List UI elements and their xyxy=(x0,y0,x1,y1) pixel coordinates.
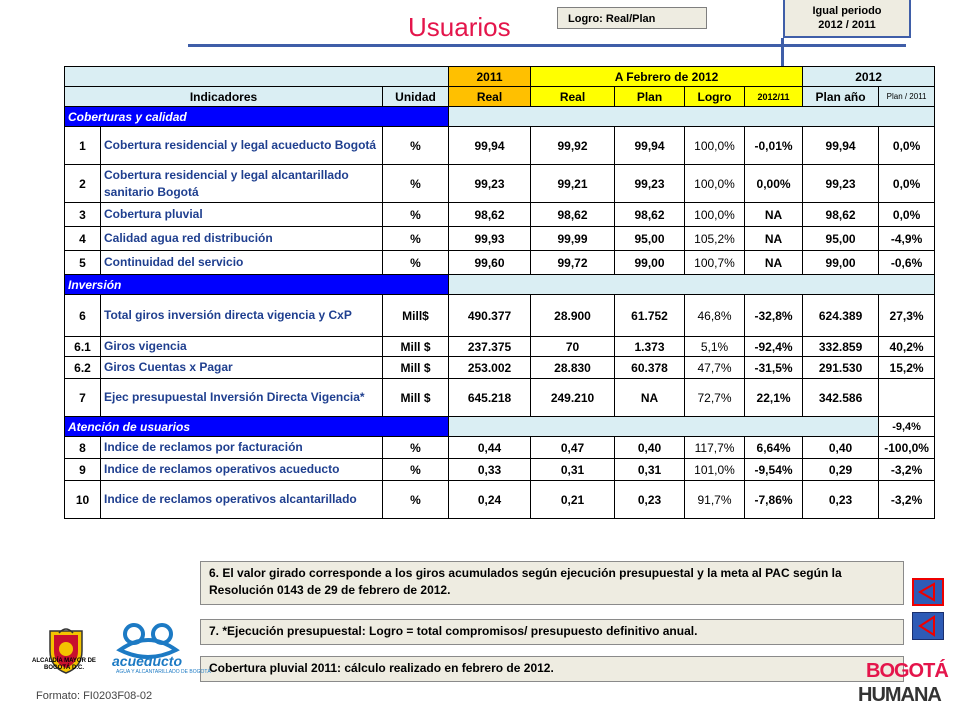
real-2011: 99,60 xyxy=(449,251,531,275)
plan-2011: 0,0% xyxy=(879,165,935,203)
real-2011: 99,94 xyxy=(449,127,531,165)
unit: % xyxy=(383,203,449,227)
logro: 47,7% xyxy=(685,357,745,379)
col-real-2011: Real xyxy=(449,87,531,107)
real-2011: 237.375 xyxy=(449,337,531,357)
row-id: 7 xyxy=(65,379,101,417)
ratio: NA xyxy=(745,227,803,251)
col-plan: Plan xyxy=(615,87,685,107)
plan: 0,23 xyxy=(615,481,685,519)
ratio: -7,86% xyxy=(745,481,803,519)
plan-2011: -3,2% xyxy=(879,459,935,481)
real: 0,47 xyxy=(531,437,615,459)
col-logro: Logro xyxy=(685,87,745,107)
acueducto-subtext: AGUA Y ALCANTARILLADO DE BOGOTÁ xyxy=(116,669,211,675)
logro: 105,2% xyxy=(685,227,745,251)
section-row-atencion xyxy=(65,417,935,437)
section-atencion: Atención de usuarios xyxy=(65,417,449,437)
column-header-row xyxy=(65,87,935,107)
ratio: 0,00% xyxy=(745,165,803,203)
real: 99,21 xyxy=(531,165,615,203)
section-row-coberturas xyxy=(65,107,935,127)
real-2011: 0,44 xyxy=(449,437,531,459)
plan: 0,40 xyxy=(615,437,685,459)
real: 70 xyxy=(531,337,615,357)
logro: 100,7% xyxy=(685,251,745,275)
row-id: 10 xyxy=(65,481,101,519)
indicator-name: Continuidad del servicio xyxy=(101,251,383,275)
plan-anio: 0,29 xyxy=(803,459,879,481)
real: 0,21 xyxy=(531,481,615,519)
period-badge-line2: 2012 / 2011 xyxy=(818,19,876,31)
real-2011: 0,24 xyxy=(449,481,531,519)
plan: 0,31 xyxy=(615,459,685,481)
unit: % xyxy=(383,459,449,481)
plan-anio: 624.389 xyxy=(803,295,879,337)
real: 99,99 xyxy=(531,227,615,251)
plan-anio: 95,00 xyxy=(803,227,879,251)
plan-anio: 342.586 xyxy=(803,379,879,417)
indicator-name: Indice de reclamos por facturación xyxy=(101,437,383,459)
indicator-name: Indice de reclamos operativos acueducto xyxy=(101,459,383,481)
note-pluvial: Cobertura pluvial 2011: cálculo realizado en febrero de 2012. xyxy=(200,656,904,682)
logro: 100,0% xyxy=(685,203,745,227)
bogota-humana-logo-line1: BOGOTÁ xyxy=(866,660,948,682)
page-title: Usuarios xyxy=(408,12,511,42)
indicators-table xyxy=(64,66,935,519)
title-underline xyxy=(188,44,906,47)
plan: NA xyxy=(615,379,685,417)
logro: 117,7% xyxy=(685,437,745,459)
plan-2011: -100,0% xyxy=(879,437,935,459)
section-row-inversion xyxy=(65,275,935,295)
period-badge xyxy=(783,0,911,38)
bogota-humana-logo-line2: HUMANA xyxy=(858,684,941,706)
real-2011: 253.002 xyxy=(449,357,531,379)
col-indicadores: Indicadores xyxy=(65,87,383,107)
section-coberturas: Coberturas y calidad xyxy=(65,107,449,127)
table-row xyxy=(65,165,935,203)
row-id: 6.2 xyxy=(65,357,101,379)
plan-anio: 99,94 xyxy=(803,127,879,165)
unit: Mill $ xyxy=(383,337,449,357)
table-row xyxy=(65,127,935,165)
plan-anio: 99,00 xyxy=(803,251,879,275)
plan-2011: 15,2% xyxy=(879,357,935,379)
unit: Mill$ xyxy=(383,295,449,337)
plan-anio: 0,40 xyxy=(803,437,879,459)
row-id: 9 xyxy=(65,459,101,481)
col-plan-2011: Plan / 2011 xyxy=(879,87,935,107)
alcaldia-text: ALCALDÍA MAYOR DE BOGOTÁ D.C. xyxy=(32,658,96,671)
plan: 99,23 xyxy=(615,165,685,203)
row-id: 8 xyxy=(65,437,101,459)
indicator-name: Ejec presupuestal Inversión Directa Vigencia* xyxy=(101,379,383,417)
unit: % xyxy=(383,127,449,165)
ratio: -32,8% xyxy=(745,295,803,337)
real: 249.210 xyxy=(531,379,615,417)
ratio: NA xyxy=(745,203,803,227)
logro: 46,8% xyxy=(685,295,745,337)
col-unidad: Unidad xyxy=(383,87,449,107)
indicator-name: Giros vigencia xyxy=(101,337,383,357)
indicator-name: Cobertura pluvial xyxy=(101,203,383,227)
real-2011: 99,93 xyxy=(449,227,531,251)
logro: 100,0% xyxy=(685,165,745,203)
plan-anio: 332.859 xyxy=(803,337,879,357)
ratio: -31,5% xyxy=(745,357,803,379)
table-row xyxy=(65,227,935,251)
real: 28.900 xyxy=(531,295,615,337)
ratio: -9,54% xyxy=(745,459,803,481)
logro: 100,0% xyxy=(685,127,745,165)
plan: 1.373 xyxy=(615,337,685,357)
nav-prev-icon-2 xyxy=(913,613,943,639)
ratio: -0,01% xyxy=(745,127,803,165)
plan: 95,00 xyxy=(615,227,685,251)
logro: 101,0% xyxy=(685,459,745,481)
coberturas-rows xyxy=(65,127,935,275)
row-id: 3 xyxy=(65,203,101,227)
section-atencion-extra: -9,4% xyxy=(879,417,935,437)
plan-anio: 98,62 xyxy=(803,203,879,227)
real: 28.830 xyxy=(531,357,615,379)
ratio: 22,1% xyxy=(745,379,803,417)
row-id: 5 xyxy=(65,251,101,275)
header-feb2012: A Febrero de 2012 xyxy=(531,67,803,87)
plan-anio: 0,23 xyxy=(803,481,879,519)
plan-anio: 99,23 xyxy=(803,165,879,203)
nav-prev-button[interactable] xyxy=(912,578,944,606)
nav-prev-icon xyxy=(914,580,942,604)
real: 99,92 xyxy=(531,127,615,165)
indicator-name: Giros Cuentas x Pagar xyxy=(101,357,383,379)
nav-back-button[interactable] xyxy=(912,612,944,640)
table-row xyxy=(65,481,935,519)
section-inversion: Inversión xyxy=(65,275,449,295)
period-badge-line1: Igual periodo xyxy=(812,5,882,17)
real-2011: 98,62 xyxy=(449,203,531,227)
plan: 98,62 xyxy=(615,203,685,227)
plan: 99,94 xyxy=(615,127,685,165)
inversion-rows xyxy=(65,295,935,417)
row-id: 1 xyxy=(65,127,101,165)
alcaldia-shield-logo xyxy=(28,612,104,690)
col-ratio: 2012/11 xyxy=(745,87,803,107)
plan: 61.752 xyxy=(615,295,685,337)
real-2011: 0,33 xyxy=(449,459,531,481)
plan-anio: 291.530 xyxy=(803,357,879,379)
row-id: 2 xyxy=(65,165,101,203)
unit: Mill $ xyxy=(383,357,449,379)
table-row xyxy=(65,357,935,379)
indicator-name: Total giros inversión directa vigencia y CxP xyxy=(101,295,383,337)
plan-2011: 0,0% xyxy=(879,203,935,227)
table-row xyxy=(65,379,935,417)
table-row xyxy=(65,459,935,481)
real: 98,62 xyxy=(531,203,615,227)
row-id: 6.1 xyxy=(65,337,101,357)
acueducto-text: acueducto xyxy=(112,653,183,669)
logro: 5,1% xyxy=(685,337,745,357)
note-6: 6. El valor girado corresponde a los giros acumulados según ejecución presupuestal y la meta al PAC según la Resolución 0143 de 29 de febrero de 2012. xyxy=(200,561,904,605)
real-2011: 99,23 xyxy=(449,165,531,203)
unit: % xyxy=(383,251,449,275)
real-2011: 645.218 xyxy=(449,379,531,417)
ratio: 6,64% xyxy=(745,437,803,459)
indicator-name: Calidad agua red distribución xyxy=(101,227,383,251)
header-2011: 2011 xyxy=(449,67,531,87)
plan-2011: -3,2% xyxy=(879,481,935,519)
indicator-name: Cobertura residencial y legal acueducto Bogotá xyxy=(101,127,383,165)
col-plan-anio: Plan año xyxy=(803,87,879,107)
unit: % xyxy=(383,481,449,519)
row-id: 6 xyxy=(65,295,101,337)
indicator-name: Cobertura residencial y legal alcantarillado sanitario Bogotá xyxy=(101,165,383,203)
top-header-row xyxy=(65,67,935,87)
row-id: 4 xyxy=(65,227,101,251)
table-row xyxy=(65,251,935,275)
unit: Mill $ xyxy=(383,379,449,417)
unit: % xyxy=(383,437,449,459)
plan: 99,00 xyxy=(615,251,685,275)
note-7: 7. *Ejecución presupuestal: Logro = total compromisos/ presupuesto definitivo anual. xyxy=(200,619,904,645)
plan-2011: -4,9% xyxy=(879,227,935,251)
table-row xyxy=(65,437,935,459)
unit: % xyxy=(383,165,449,203)
plan-2011: 0,0% xyxy=(879,127,935,165)
real: 0,31 xyxy=(531,459,615,481)
table-row xyxy=(65,295,935,337)
col-real: Real xyxy=(531,87,615,107)
table-row xyxy=(65,203,935,227)
logro: 72,7% xyxy=(685,379,745,417)
unit: % xyxy=(383,227,449,251)
table-row xyxy=(65,337,935,357)
ratio: NA xyxy=(745,251,803,275)
plan-2011: -0,6% xyxy=(879,251,935,275)
plan-2011: 40,2% xyxy=(879,337,935,357)
plan: 60.378 xyxy=(615,357,685,379)
real: 99,72 xyxy=(531,251,615,275)
plan-2011: 27,3% xyxy=(879,295,935,337)
ratio: -92,4% xyxy=(745,337,803,357)
logro: 91,7% xyxy=(685,481,745,519)
formato-code: Formato: FI0203F08-02 xyxy=(36,690,153,702)
indicator-name: Indice de reclamos operativos alcantarillado xyxy=(101,481,383,519)
plan-2011 xyxy=(879,379,935,417)
logro-badge: Logro: Real/Plan xyxy=(557,7,707,29)
header-2012: 2012 xyxy=(803,67,935,87)
atencion-rows xyxy=(65,437,935,519)
real-2011: 490.377 xyxy=(449,295,531,337)
